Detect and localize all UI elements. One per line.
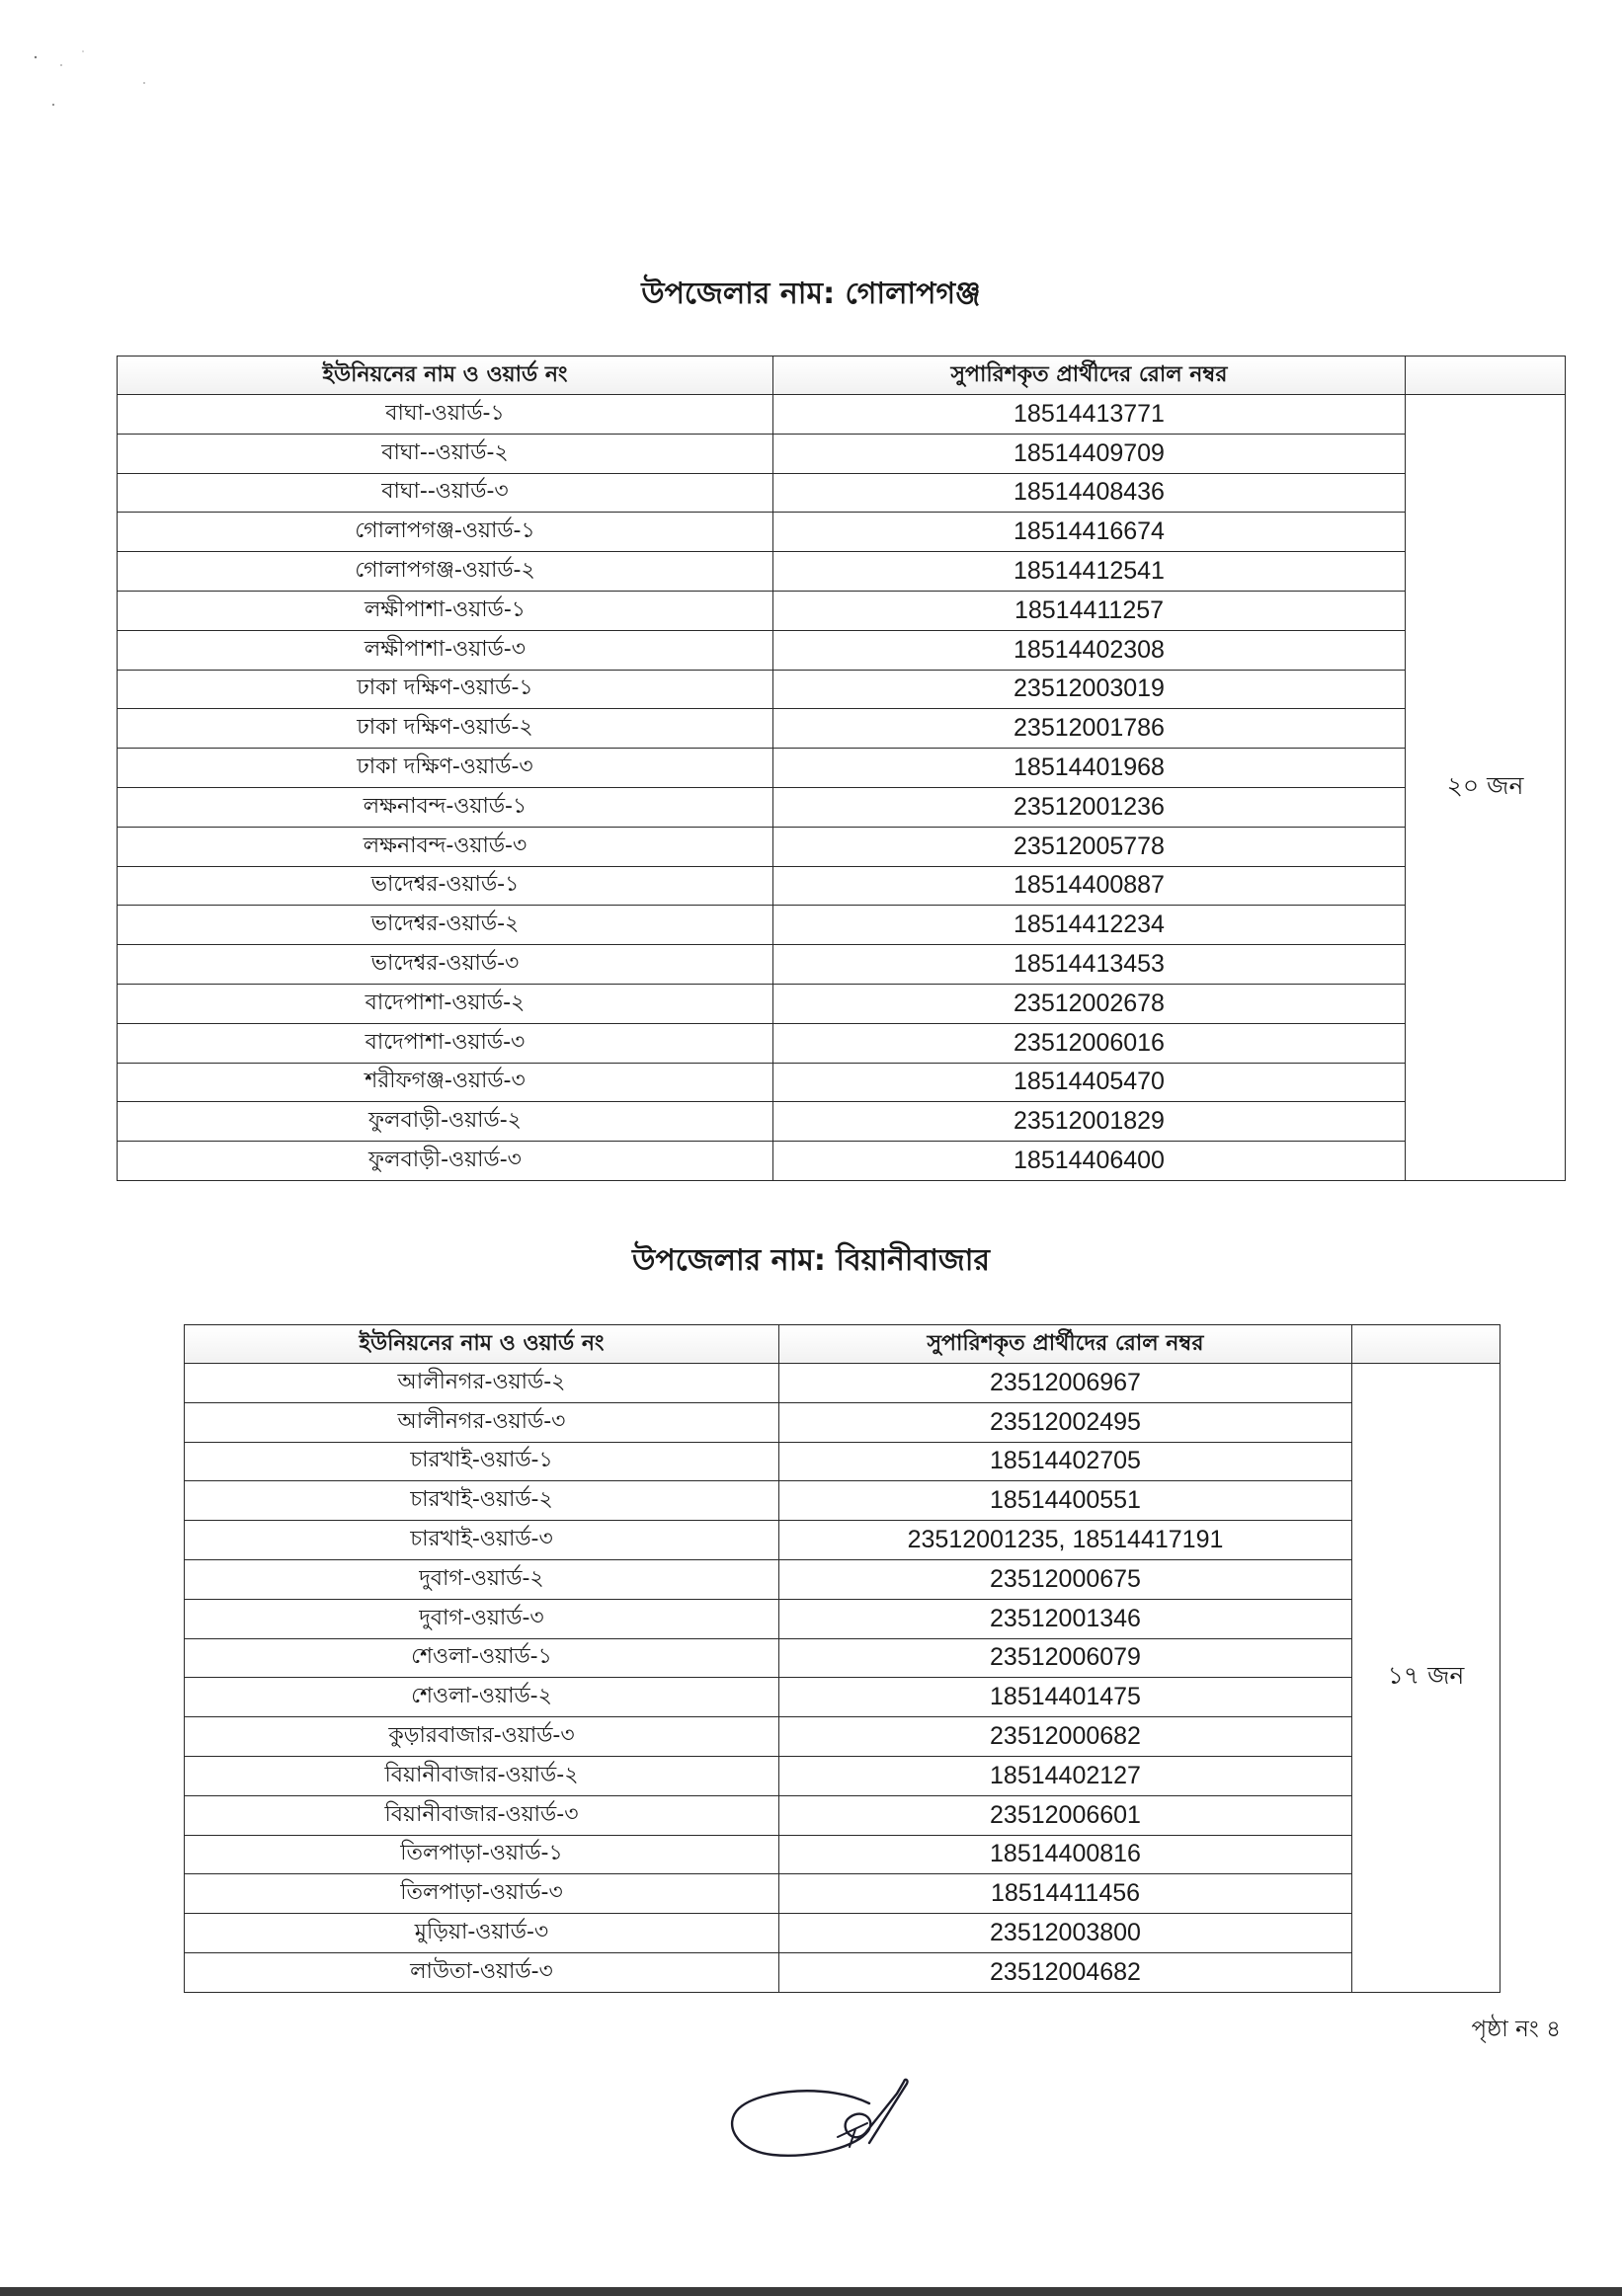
union-cell: গোলাপগঞ্জ-ওয়ার্ড-২: [118, 552, 773, 592]
roll-cell: 18514402308: [773, 630, 1406, 670]
section-title-beanibazar: উপজেলার নাম: বিয়ানীবাজার: [632, 1243, 990, 1278]
union-cell: আলীনগর-ওয়ার্ড-৩: [185, 1402, 779, 1442]
table-row: [118, 513, 1566, 552]
header-union: ইউনিয়নের নাম ও ওয়ার্ড নং: [185, 1325, 779, 1364]
roll-cell: 23512006079: [779, 1638, 1352, 1678]
header-roll: সুপারিশকৃত প্রার্থীদের রোল নম্বর: [773, 356, 1406, 395]
union-cell: চারখাই-ওয়ার্ড-১: [185, 1442, 779, 1481]
roll-cell: 18514413453: [773, 945, 1406, 985]
roll-cell: 18514400551: [779, 1481, 1352, 1521]
union-cell: তিলপাড়া-ওয়ার্ড-৩: [185, 1874, 779, 1914]
table-row: [118, 945, 1566, 985]
union-cell: লক্ষীপাশা-ওয়ার্ড-১: [118, 591, 773, 630]
header-roll: সুপারিশকৃত প্রার্থীদের রোল নম্বর: [779, 1325, 1352, 1364]
union-cell: ফুলবাড়ী-ওয়ার্ড-৩: [118, 1142, 773, 1181]
roll-cell: 18514401475: [779, 1678, 1352, 1717]
union-cell: বাঘা--ওয়ার্ড-৩: [118, 473, 773, 513]
roll-cell: 23512001786: [773, 709, 1406, 749]
union-cell: লাউতা-ওয়ার্ড-৩: [185, 1952, 779, 1992]
table-row: [118, 395, 1566, 435]
table-row: [185, 1874, 1500, 1914]
table-row: [185, 1952, 1500, 1992]
roll-cell: 18514400887: [773, 866, 1406, 906]
signature: [721, 2064, 968, 2173]
union-cell: মুড়িয়া-ওয়ার্ড-৩: [185, 1914, 779, 1953]
table-row: [118, 866, 1566, 906]
union-cell: ঢাকা দক্ষিণ-ওয়ার্ড-১: [118, 670, 773, 709]
table-row: [185, 1521, 1500, 1560]
roll-cell: 18514409709: [773, 434, 1406, 473]
table-row: [118, 591, 1566, 630]
union-cell: শরীফগঞ্জ-ওয়ার্ড-৩: [118, 1063, 773, 1102]
roll-cell: 23512006601: [779, 1795, 1352, 1835]
roll-cell: 23512003800: [779, 1914, 1352, 1953]
table-row: [118, 906, 1566, 945]
table-row: [185, 1559, 1500, 1599]
roll-cell: 18514411456: [779, 1874, 1352, 1914]
table-row: [185, 1678, 1500, 1717]
union-cell: লক্ষীপাশা-ওয়ার্ড-৩: [118, 630, 773, 670]
roll-cell: 18514411257: [773, 591, 1406, 630]
roll-table-golapganj: [117, 356, 1566, 1181]
table-row: [185, 1717, 1500, 1757]
roll-cell: 18514412541: [773, 552, 1406, 592]
table-row: [118, 749, 1566, 788]
roll-cell: 23512001236: [773, 787, 1406, 827]
table-row: [185, 1914, 1500, 1953]
table-row: [185, 1638, 1500, 1678]
table-row: [118, 827, 1566, 866]
union-cell: বিয়ানীবাজার-ওয়ার্ড-২: [185, 1756, 779, 1795]
table-header-row: [118, 356, 1566, 395]
table-row: [118, 473, 1566, 513]
union-cell: তিলপাড়া-ওয়ার্ড-১: [185, 1835, 779, 1874]
page-number: পৃষ্ঠা নং ৪: [1471, 2017, 1561, 2042]
table-row: [185, 1756, 1500, 1795]
table-row: [185, 1835, 1500, 1874]
union-cell: ঢাকা দক্ষিণ-ওয়ার্ড-২: [118, 709, 773, 749]
roll-cell: 18514413771: [773, 395, 1406, 435]
roll-cell: 23512000675: [779, 1559, 1352, 1599]
table-row: [118, 787, 1566, 827]
roll-cell: 23512000682: [779, 1717, 1352, 1757]
table-row: [118, 434, 1566, 473]
union-cell: কুড়ারবাজার-ওয়ার্ড-৩: [185, 1717, 779, 1757]
roll-cell: 23512006016: [773, 1023, 1406, 1063]
roll-cell: 23512004682: [779, 1952, 1352, 1992]
union-cell: ফুলবাড়ী-ওয়ার্ড-২: [118, 1102, 773, 1142]
table-row: [118, 1023, 1566, 1063]
roll-cell: 23512006967: [779, 1364, 1352, 1403]
union-cell: আলীনগর-ওয়ার্ড-২: [185, 1364, 779, 1403]
roll-table-beanibazar: [184, 1324, 1500, 1993]
union-cell: শেওলা-ওয়ার্ড-২: [185, 1678, 779, 1717]
union-cell: দুবাগ-ওয়ার্ড-৩: [185, 1599, 779, 1638]
union-cell: চারখাই-ওয়ার্ড-৩: [185, 1521, 779, 1560]
table-row: [118, 709, 1566, 749]
table-row: [118, 984, 1566, 1023]
table-header-row: [185, 1325, 1500, 1364]
header-count: [1406, 356, 1566, 395]
count-cell: ২০ জন: [1406, 395, 1566, 1181]
roll-cell: 18514416674: [773, 513, 1406, 552]
union-cell: বাদেপাশা-ওয়ার্ড-২: [118, 984, 773, 1023]
union-cell: বাঘা-ওয়ার্ড-১: [118, 395, 773, 435]
union-cell: ভাদেশ্বর-ওয়ার্ড-৩: [118, 945, 773, 985]
roll-cell: 18514400816: [779, 1835, 1352, 1874]
roll-cell: 23512001346: [779, 1599, 1352, 1638]
table-row: [118, 630, 1566, 670]
roll-cell: 23512003019: [773, 670, 1406, 709]
table-row: [118, 670, 1566, 709]
section-title-golapganj: উপজেলার নাম: গোলাপগঞ্জ: [641, 277, 981, 311]
union-cell: বাদেপাশা-ওয়ার্ড-৩: [118, 1023, 773, 1063]
union-cell: ভাদেশ্বর-ওয়ার্ড-১: [118, 866, 773, 906]
table-row: [118, 1102, 1566, 1142]
table-row: [185, 1364, 1500, 1403]
table-row: [118, 1063, 1566, 1102]
union-cell: চারখাই-ওয়ার্ড-২: [185, 1481, 779, 1521]
roll-cell: 18514405470: [773, 1063, 1406, 1102]
roll-cell: 18514408436: [773, 473, 1406, 513]
roll-cell: 23512002678: [773, 984, 1406, 1023]
scan-bottom-edge: [0, 2287, 1622, 2296]
table-row: [185, 1442, 1500, 1481]
roll-cell: 18514402705: [779, 1442, 1352, 1481]
count-cell: ১৭ জন: [1352, 1364, 1500, 1993]
table-row: [118, 1142, 1566, 1181]
scan-specks: [20, 40, 158, 128]
roll-cell: 23512001829: [773, 1102, 1406, 1142]
roll-cell: 23512002495: [779, 1402, 1352, 1442]
union-cell: ঢাকা দক্ষিণ-ওয়ার্ড-৩: [118, 749, 773, 788]
table-row: [185, 1599, 1500, 1638]
table-row: [185, 1481, 1500, 1521]
table-row: [118, 552, 1566, 592]
union-cell: বিয়ানীবাজার-ওয়ার্ড-৩: [185, 1795, 779, 1835]
table-row: [185, 1402, 1500, 1442]
roll-cell: 23512001235, 18514417191: [779, 1521, 1352, 1560]
roll-cell: 18514412234: [773, 906, 1406, 945]
roll-cell: 23512005778: [773, 827, 1406, 866]
roll-cell: 18514406400: [773, 1142, 1406, 1181]
header-count: [1352, 1325, 1500, 1364]
union-cell: লক্ষনাবন্দ-ওয়ার্ড-৩: [118, 827, 773, 866]
table-row: [185, 1795, 1500, 1835]
union-cell: গোলাপগঞ্জ-ওয়ার্ড-১: [118, 513, 773, 552]
union-cell: ভাদেশ্বর-ওয়ার্ড-২: [118, 906, 773, 945]
union-cell: লক্ষনাবন্দ-ওয়ার্ড-১: [118, 787, 773, 827]
union-cell: দুবাগ-ওয়ার্ড-২: [185, 1559, 779, 1599]
roll-cell: 18514401968: [773, 749, 1406, 788]
union-cell: শেওলা-ওয়ার্ড-১: [185, 1638, 779, 1678]
header-union: ইউনিয়নের নাম ও ওয়ার্ড নং: [118, 356, 773, 395]
union-cell: বাঘা--ওয়ার্ড-২: [118, 434, 773, 473]
roll-cell: 18514402127: [779, 1756, 1352, 1795]
